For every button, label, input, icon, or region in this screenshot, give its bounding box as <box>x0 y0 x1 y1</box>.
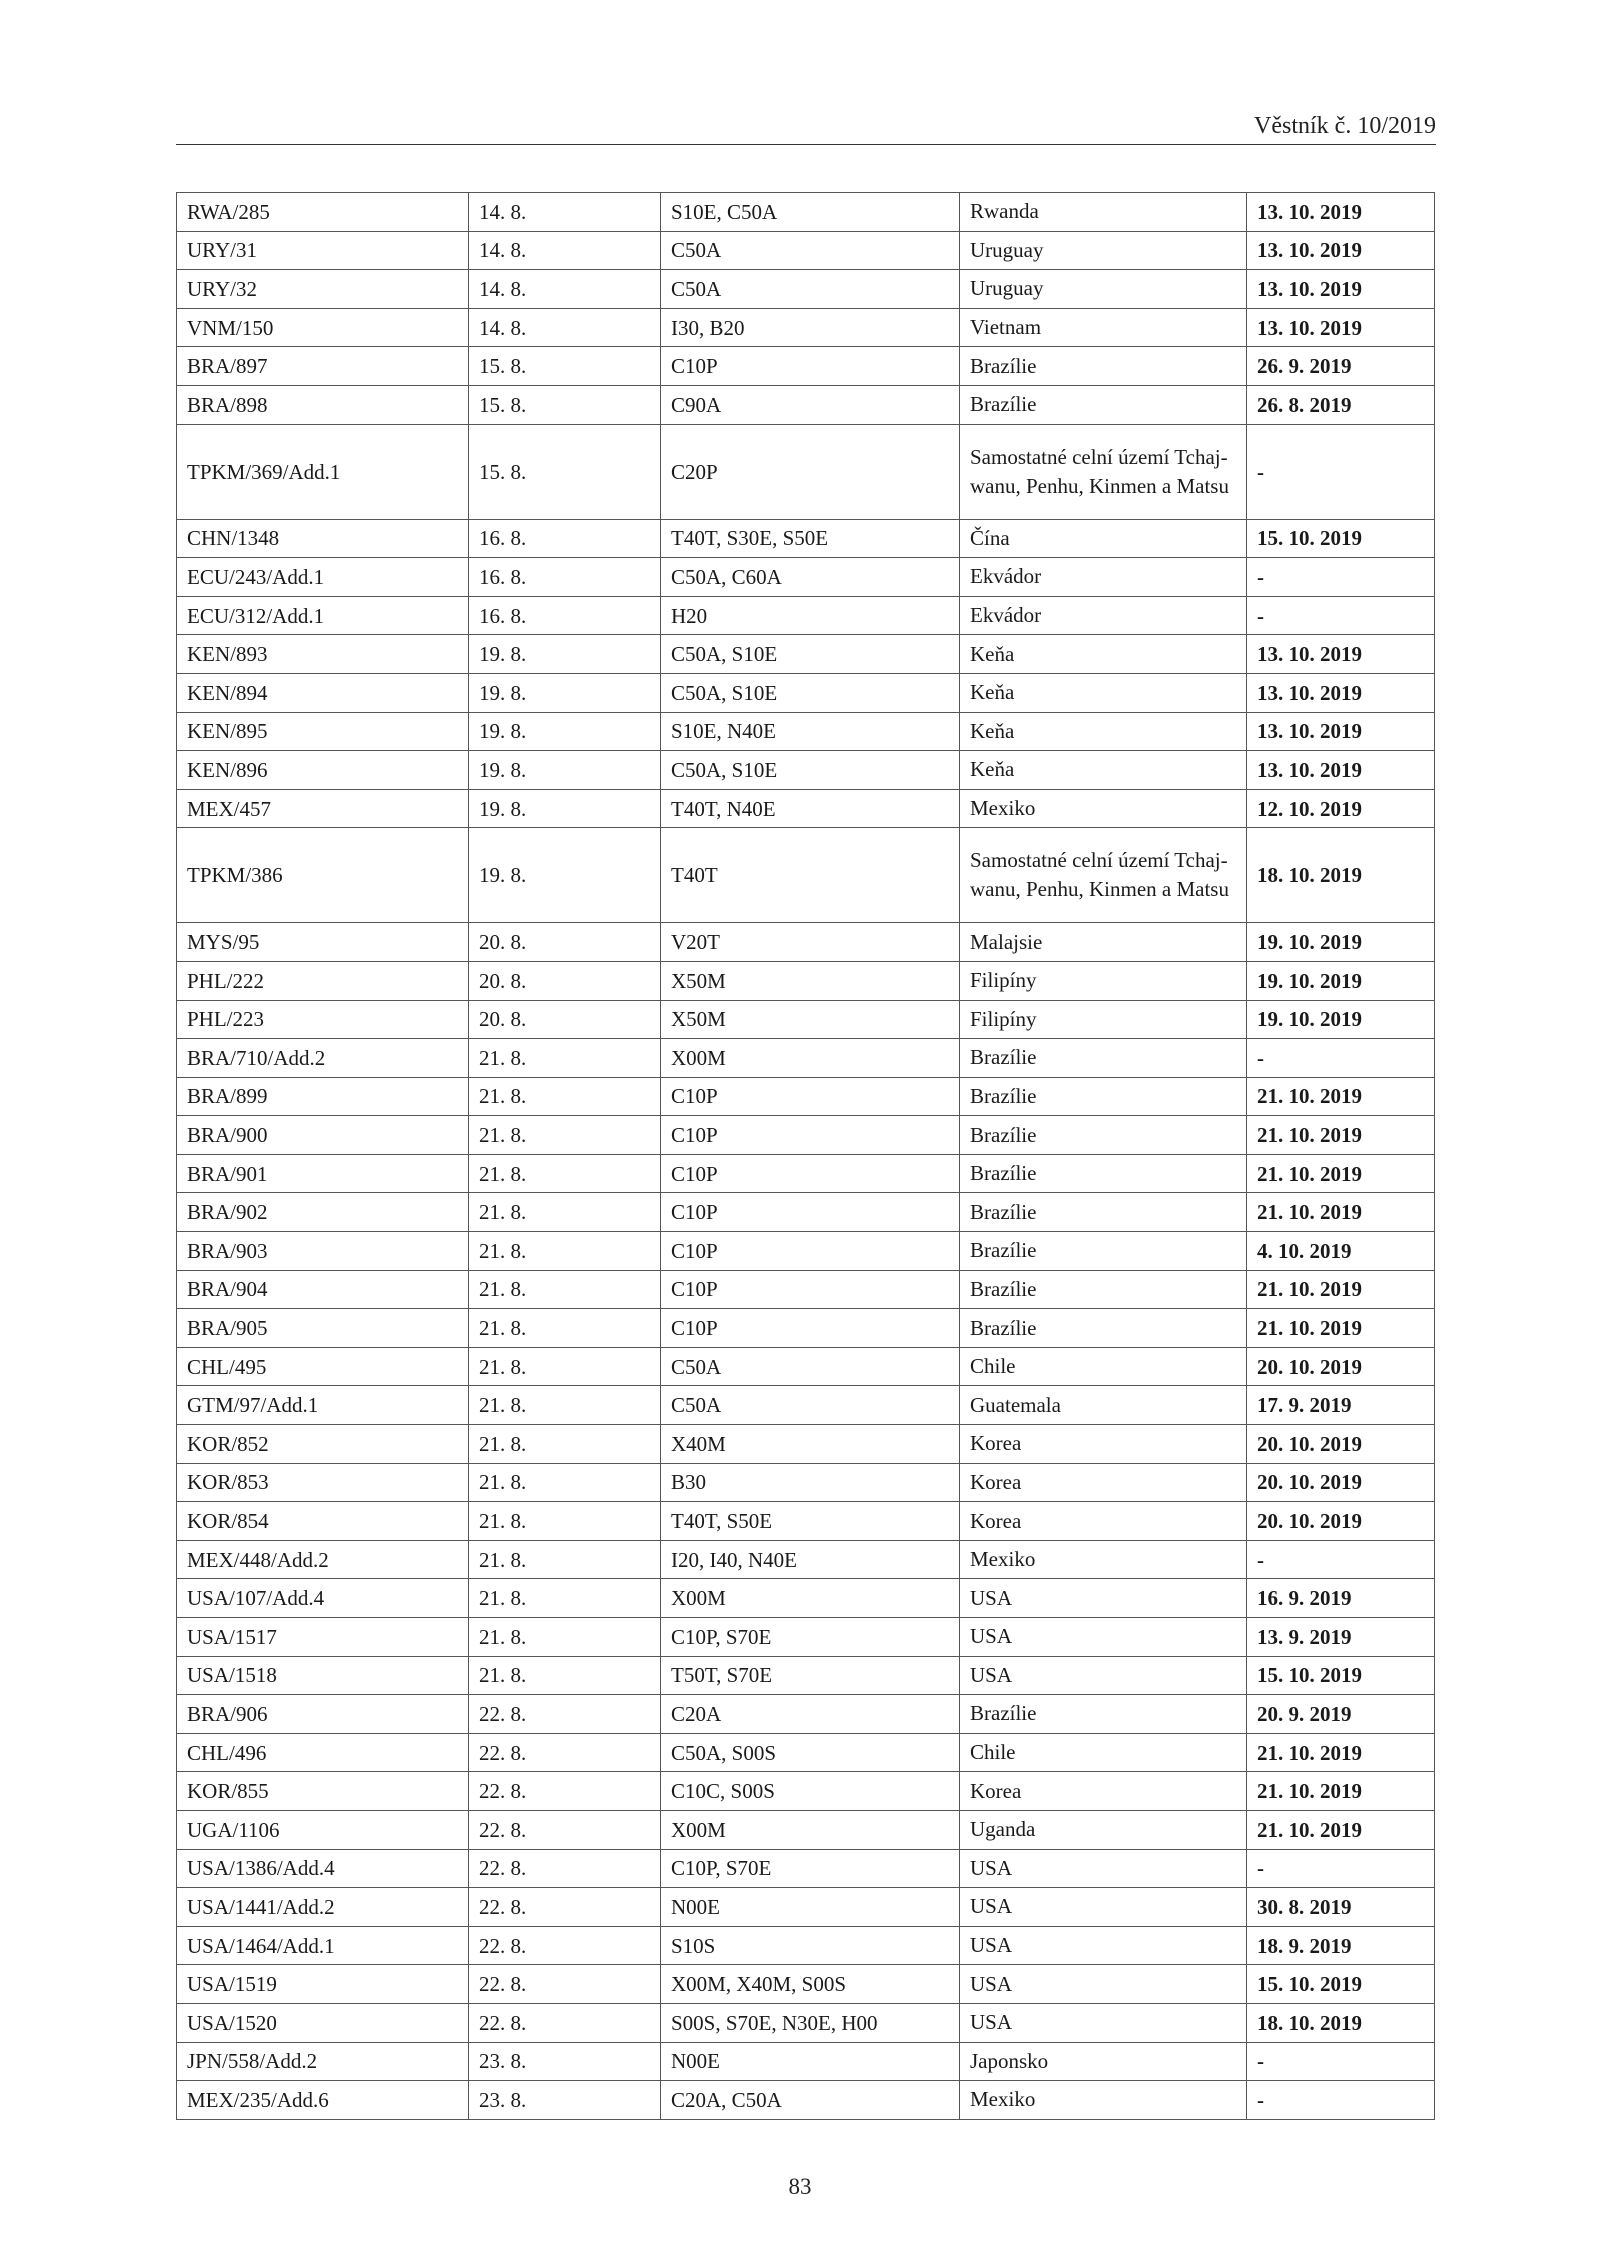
document-cell: KOR/854 <box>177 1502 469 1541</box>
member-cell: Filipíny <box>960 1000 1247 1039</box>
member-cell: Korea <box>960 1463 1247 1502</box>
table-body <box>177 193 1435 2120</box>
member-cell: Brazílie <box>960 1193 1247 1232</box>
deadline-cell: 18. 10. 2019 <box>1247 2003 1435 2042</box>
code-cell: C10P <box>661 1193 960 1232</box>
deadline-cell: 15. 10. 2019 <box>1247 1656 1435 1695</box>
deadline-cell: 13. 10. 2019 <box>1247 751 1435 790</box>
member-cell: Brazílie <box>960 347 1247 386</box>
code-cell: N00E <box>661 2042 960 2081</box>
table-row <box>177 424 1435 519</box>
document-cell: USA/1517 <box>177 1618 469 1657</box>
table-row <box>177 1270 1435 1309</box>
date-cell: 19. 8. <box>469 673 661 712</box>
deadline-cell: 19. 10. 2019 <box>1247 1000 1435 1039</box>
deadline-cell: - <box>1247 2042 1435 2081</box>
date-cell: 19. 8. <box>469 789 661 828</box>
table-row <box>177 828 1435 923</box>
code-cell: C50A, C60A <box>661 558 960 597</box>
deadline-cell: - <box>1247 596 1435 635</box>
code-cell: C50A, S10E <box>661 635 960 674</box>
date-cell: 21. 8. <box>469 1077 661 1116</box>
code-cell: H20 <box>661 596 960 635</box>
member-cell: USA <box>960 1849 1247 1888</box>
code-cell: S10E, N40E <box>661 712 960 751</box>
document-cell: MEX/457 <box>177 789 469 828</box>
date-cell: 21. 8. <box>469 1618 661 1657</box>
document-cell: CHN/1348 <box>177 519 469 558</box>
table-row <box>177 270 1435 309</box>
table-row <box>177 1926 1435 1965</box>
document-cell: BRA/903 <box>177 1232 469 1271</box>
date-cell: 15. 8. <box>469 385 661 424</box>
document-cell: BRA/897 <box>177 347 469 386</box>
deadline-cell: 17. 9. 2019 <box>1247 1386 1435 1425</box>
deadline-cell: 20. 9. 2019 <box>1247 1695 1435 1734</box>
document-cell: USA/1464/Add.1 <box>177 1926 469 1965</box>
table-row <box>177 1810 1435 1849</box>
code-cell: C20A <box>661 1695 960 1734</box>
deadline-cell: 18. 10. 2019 <box>1247 828 1435 923</box>
document-cell: CHL/496 <box>177 1733 469 1772</box>
document-cell: KEN/895 <box>177 712 469 751</box>
member-cell: Keňa <box>960 712 1247 751</box>
code-cell: X00M <box>661 1039 960 1078</box>
table-row <box>177 961 1435 1000</box>
table-row <box>177 1154 1435 1193</box>
document-cell: MYS/95 <box>177 923 469 962</box>
code-cell: C50A, S10E <box>661 751 960 790</box>
document-cell: KOR/852 <box>177 1425 469 1464</box>
deadline-cell: 26. 9. 2019 <box>1247 347 1435 386</box>
deadline-cell: - <box>1247 1849 1435 1888</box>
date-cell: 19. 8. <box>469 828 661 923</box>
date-cell: 14. 8. <box>469 308 661 347</box>
member-cell: USA <box>960 2003 1247 2042</box>
deadline-cell: 15. 10. 2019 <box>1247 1965 1435 2004</box>
page-header <box>176 112 1436 145</box>
document-cell: MEX/448/Add.2 <box>177 1540 469 1579</box>
journal-title: Věstník č. 10/2019 <box>1254 113 1436 139</box>
member-cell: Uruguay <box>960 270 1247 309</box>
member-cell: USA <box>960 1656 1247 1695</box>
table-row <box>177 2081 1435 2120</box>
date-cell: 16. 8. <box>469 596 661 635</box>
date-cell: 22. 8. <box>469 1810 661 1849</box>
code-cell: X00M, X40M, S00S <box>661 1965 960 2004</box>
table-row <box>177 1000 1435 1039</box>
deadline-cell: - <box>1247 2081 1435 2120</box>
date-cell: 15. 8. <box>469 424 661 519</box>
member-cell: Japonsko <box>960 2042 1247 2081</box>
deadline-cell: 21. 10. 2019 <box>1247 1154 1435 1193</box>
date-cell: 20. 8. <box>469 961 661 1000</box>
date-cell: 20. 8. <box>469 1000 661 1039</box>
date-cell: 21. 8. <box>469 1347 661 1386</box>
code-cell: V20T <box>661 923 960 962</box>
member-cell: Brazílie <box>960 1232 1247 1271</box>
table-row <box>177 1386 1435 1425</box>
member-cell: Filipíny <box>960 961 1247 1000</box>
member-cell: Brazílie <box>960 1309 1247 1348</box>
code-cell: C10P <box>661 1077 960 1116</box>
code-cell: T50T, S70E <box>661 1656 960 1695</box>
table-row <box>177 1849 1435 1888</box>
deadline-cell: 21. 10. 2019 <box>1247 1116 1435 1155</box>
table-row <box>177 635 1435 674</box>
code-cell: X00M <box>661 1810 960 1849</box>
code-cell: T40T, N40E <box>661 789 960 828</box>
deadline-cell: - <box>1247 424 1435 519</box>
date-cell: 21. 8. <box>469 1039 661 1078</box>
deadline-cell: 15. 10. 2019 <box>1247 519 1435 558</box>
document-cell: USA/107/Add.4 <box>177 1579 469 1618</box>
member-cell: Ekvádor <box>960 596 1247 635</box>
deadline-cell: 19. 10. 2019 <box>1247 961 1435 1000</box>
document-cell: USA/1520 <box>177 2003 469 2042</box>
table-row <box>177 673 1435 712</box>
document-cell: BRA/904 <box>177 1270 469 1309</box>
table-row <box>177 308 1435 347</box>
document-cell: USA/1518 <box>177 1656 469 1695</box>
document-cell: UGA/1106 <box>177 1810 469 1849</box>
deadline-cell: 13. 9. 2019 <box>1247 1618 1435 1657</box>
date-cell: 22. 8. <box>469 1888 661 1927</box>
member-cell: Keňa <box>960 751 1247 790</box>
date-cell: 21. 8. <box>469 1386 661 1425</box>
deadline-cell: 13. 10. 2019 <box>1247 231 1435 270</box>
code-cell: C10P <box>661 347 960 386</box>
member-cell: USA <box>960 1888 1247 1927</box>
deadline-cell: 13. 10. 2019 <box>1247 673 1435 712</box>
table-row <box>177 789 1435 828</box>
document-cell: BRA/901 <box>177 1154 469 1193</box>
date-cell: 14. 8. <box>469 270 661 309</box>
document-cell: KOR/855 <box>177 1772 469 1811</box>
member-cell: Chile <box>960 1347 1247 1386</box>
code-cell: C90A <box>661 385 960 424</box>
table-row <box>177 1772 1435 1811</box>
date-cell: 20. 8. <box>469 923 661 962</box>
date-cell: 22. 8. <box>469 1965 661 2004</box>
deadline-cell: - <box>1247 1540 1435 1579</box>
table-row <box>177 1888 1435 1927</box>
member-cell: USA <box>960 1618 1247 1657</box>
member-cell: Čína <box>960 519 1247 558</box>
code-cell: C10P <box>661 1154 960 1193</box>
deadline-cell: 13. 10. 2019 <box>1247 712 1435 751</box>
table-row <box>177 1656 1435 1695</box>
table-row <box>177 558 1435 597</box>
deadline-cell: 21. 10. 2019 <box>1247 1810 1435 1849</box>
deadline-cell: 30. 8. 2019 <box>1247 1888 1435 1927</box>
code-cell: X00M <box>661 1579 960 1618</box>
date-cell: 15. 8. <box>469 347 661 386</box>
document-cell: ECU/312/Add.1 <box>177 596 469 635</box>
table-row <box>177 1077 1435 1116</box>
member-cell: Guatemala <box>960 1386 1247 1425</box>
date-cell: 21. 8. <box>469 1463 661 1502</box>
code-cell: C10P, S70E <box>661 1849 960 1888</box>
code-cell: S10E, C50A <box>661 193 960 232</box>
date-cell: 21. 8. <box>469 1502 661 1541</box>
document-cell: BRA/906 <box>177 1695 469 1734</box>
deadline-cell: 21. 10. 2019 <box>1247 1077 1435 1116</box>
document-cell: KEN/896 <box>177 751 469 790</box>
member-cell: Korea <box>960 1772 1247 1811</box>
member-cell: Brazílie <box>960 1116 1247 1155</box>
code-cell: C50A <box>661 231 960 270</box>
document-cell: BRA/905 <box>177 1309 469 1348</box>
date-cell: 21. 8. <box>469 1154 661 1193</box>
date-cell: 21. 8. <box>469 1116 661 1155</box>
date-cell: 19. 8. <box>469 635 661 674</box>
table-row <box>177 1116 1435 1155</box>
member-cell: Samostatné celní území Tchaj-wanu, Penhu, Kinmen a Matsu <box>960 828 1247 923</box>
document-cell: PHL/223 <box>177 1000 469 1039</box>
table-row <box>177 923 1435 962</box>
document-cell: BRA/902 <box>177 1193 469 1232</box>
table-row <box>177 1733 1435 1772</box>
table-row <box>177 596 1435 635</box>
table-row <box>177 1347 1435 1386</box>
code-cell: I20, I40, N40E <box>661 1540 960 1579</box>
deadline-cell: 21. 10. 2019 <box>1247 1733 1435 1772</box>
member-cell: Rwanda <box>960 193 1247 232</box>
code-cell: S00S, S70E, N30E, H00 <box>661 2003 960 2042</box>
code-cell: I30, B20 <box>661 308 960 347</box>
deadline-cell: 26. 8. 2019 <box>1247 385 1435 424</box>
date-cell: 22. 8. <box>469 1733 661 1772</box>
table-row <box>177 231 1435 270</box>
member-cell: Vietnam <box>960 308 1247 347</box>
code-cell: C10P <box>661 1116 960 1155</box>
table-row <box>177 1309 1435 1348</box>
document-cell: BRA/710/Add.2 <box>177 1039 469 1078</box>
table-row <box>177 1965 1435 2004</box>
date-cell: 21. 8. <box>469 1579 661 1618</box>
code-cell: B30 <box>661 1463 960 1502</box>
code-cell: T40T, S50E <box>661 1502 960 1541</box>
table-row <box>177 1502 1435 1541</box>
code-cell: C10P <box>661 1270 960 1309</box>
deadline-cell: 20. 10. 2019 <box>1247 1425 1435 1464</box>
code-cell: C50A <box>661 270 960 309</box>
member-cell: Mexiko <box>960 789 1247 828</box>
member-cell: USA <box>960 1579 1247 1618</box>
document-cell: BRA/898 <box>177 385 469 424</box>
document-cell: PHL/222 <box>177 961 469 1000</box>
member-cell: Keňa <box>960 635 1247 674</box>
table-row <box>177 2003 1435 2042</box>
code-cell: S10S <box>661 1926 960 1965</box>
deadline-cell: 21. 10. 2019 <box>1247 1193 1435 1232</box>
table-row <box>177 1425 1435 1464</box>
date-cell: 21. 8. <box>469 1540 661 1579</box>
member-cell: Ekvádor <box>960 558 1247 597</box>
document-cell: URY/31 <box>177 231 469 270</box>
member-cell: Mexiko <box>960 2081 1247 2120</box>
page-number: 83 <box>788 2174 812 2199</box>
document-cell: RWA/285 <box>177 193 469 232</box>
table-row <box>177 751 1435 790</box>
code-cell: T40T, S30E, S50E <box>661 519 960 558</box>
member-cell: USA <box>960 1926 1247 1965</box>
date-cell: 23. 8. <box>469 2042 661 2081</box>
code-cell: N00E <box>661 1888 960 1927</box>
table-row <box>177 712 1435 751</box>
member-cell: Malajsie <box>960 923 1247 962</box>
date-cell: 19. 8. <box>469 712 661 751</box>
member-cell: Korea <box>960 1502 1247 1541</box>
deadline-cell: 20. 10. 2019 <box>1247 1347 1435 1386</box>
document-cell: JPN/558/Add.2 <box>177 2042 469 2081</box>
notifications-table <box>176 192 1435 2120</box>
deadline-cell: 13. 10. 2019 <box>1247 193 1435 232</box>
member-cell: Brazílie <box>960 1039 1247 1078</box>
document-cell: KEN/894 <box>177 673 469 712</box>
document-cell: TPKM/386 <box>177 828 469 923</box>
date-cell: 22. 8. <box>469 2003 661 2042</box>
document-cell: USA/1519 <box>177 1965 469 2004</box>
code-cell: C10P <box>661 1309 960 1348</box>
date-cell: 16. 8. <box>469 558 661 597</box>
deadline-cell: 21. 10. 2019 <box>1247 1309 1435 1348</box>
deadline-cell: 12. 10. 2019 <box>1247 789 1435 828</box>
member-cell: Brazílie <box>960 1154 1247 1193</box>
code-cell: C20P <box>661 424 960 519</box>
table-row <box>177 1695 1435 1734</box>
date-cell: 22. 8. <box>469 1926 661 1965</box>
date-cell: 21. 8. <box>469 1309 661 1348</box>
deadline-cell: 19. 10. 2019 <box>1247 923 1435 962</box>
date-cell: 16. 8. <box>469 519 661 558</box>
code-cell: C50A <box>661 1386 960 1425</box>
member-cell: Uruguay <box>960 231 1247 270</box>
document-cell: BRA/900 <box>177 1116 469 1155</box>
table-row <box>177 519 1435 558</box>
member-cell: USA <box>960 1965 1247 2004</box>
table-row <box>177 385 1435 424</box>
code-cell: X50M <box>661 961 960 1000</box>
code-cell: C10C, S00S <box>661 1772 960 1811</box>
deadline-cell: - <box>1247 558 1435 597</box>
deadline-cell: 13. 10. 2019 <box>1247 270 1435 309</box>
code-cell: C10P <box>661 1232 960 1271</box>
member-cell: Mexiko <box>960 1540 1247 1579</box>
deadline-cell: 21. 10. 2019 <box>1247 1270 1435 1309</box>
date-cell: 14. 8. <box>469 231 661 270</box>
deadline-cell: 13. 10. 2019 <box>1247 308 1435 347</box>
member-cell: Keňa <box>960 673 1247 712</box>
code-cell: C50A, S00S <box>661 1733 960 1772</box>
table-row <box>177 1463 1435 1502</box>
deadline-cell: 4. 10. 2019 <box>1247 1232 1435 1271</box>
code-cell: X50M <box>661 1000 960 1039</box>
document-cell: VNM/150 <box>177 308 469 347</box>
document-cell: TPKM/369/Add.1 <box>177 424 469 519</box>
member-cell: Brazílie <box>960 1270 1247 1309</box>
deadline-cell: 21. 10. 2019 <box>1247 1772 1435 1811</box>
document-cell: CHL/495 <box>177 1347 469 1386</box>
member-cell: Chile <box>960 1733 1247 1772</box>
member-cell: Korea <box>960 1425 1247 1464</box>
date-cell: 21. 8. <box>469 1425 661 1464</box>
date-cell: 19. 8. <box>469 751 661 790</box>
code-cell: C50A, S10E <box>661 673 960 712</box>
member-cell: Brazílie <box>960 1695 1247 1734</box>
document-cell: USA/1386/Add.4 <box>177 1849 469 1888</box>
code-cell: T40T <box>661 828 960 923</box>
date-cell: 22. 8. <box>469 1695 661 1734</box>
deadline-cell: 13. 10. 2019 <box>1247 635 1435 674</box>
document-cell: KEN/893 <box>177 635 469 674</box>
table-row <box>177 1039 1435 1078</box>
deadline-cell: 20. 10. 2019 <box>1247 1502 1435 1541</box>
deadline-cell: - <box>1247 1039 1435 1078</box>
table-row <box>177 1232 1435 1271</box>
member-cell: Brazílie <box>960 385 1247 424</box>
document-cell: USA/1441/Add.2 <box>177 1888 469 1927</box>
date-cell: 23. 8. <box>469 2081 661 2120</box>
document-cell: MEX/235/Add.6 <box>177 2081 469 2120</box>
deadline-cell: 20. 10. 2019 <box>1247 1463 1435 1502</box>
date-cell: 21. 8. <box>469 1232 661 1271</box>
date-cell: 14. 8. <box>469 193 661 232</box>
document-cell: KOR/853 <box>177 1463 469 1502</box>
table-row <box>177 1618 1435 1657</box>
date-cell: 21. 8. <box>469 1656 661 1695</box>
member-cell: Samostatné celní území Tchaj-wanu, Penhu, Kinmen a Matsu <box>960 424 1247 519</box>
member-cell: Brazílie <box>960 1077 1247 1116</box>
code-cell: C20A, C50A <box>661 2081 960 2120</box>
code-cell: C50A <box>661 1347 960 1386</box>
document-cell: GTM/97/Add.1 <box>177 1386 469 1425</box>
table-row <box>177 347 1435 386</box>
table-row <box>177 1193 1435 1232</box>
document-cell: BRA/899 <box>177 1077 469 1116</box>
date-cell: 22. 8. <box>469 1772 661 1811</box>
date-cell: 22. 8. <box>469 1849 661 1888</box>
date-cell: 21. 8. <box>469 1193 661 1232</box>
table-row <box>177 1579 1435 1618</box>
table-row <box>177 1540 1435 1579</box>
deadline-cell: 18. 9. 2019 <box>1247 1926 1435 1965</box>
document-cell: URY/32 <box>177 270 469 309</box>
code-cell: X40M <box>661 1425 960 1464</box>
deadline-cell: 16. 9. 2019 <box>1247 1579 1435 1618</box>
table-row <box>177 193 1435 232</box>
code-cell: C10P, S70E <box>661 1618 960 1657</box>
date-cell: 21. 8. <box>469 1270 661 1309</box>
document-cell: ECU/243/Add.1 <box>177 558 469 597</box>
member-cell: Uganda <box>960 1810 1247 1849</box>
table-row <box>177 2042 1435 2081</box>
